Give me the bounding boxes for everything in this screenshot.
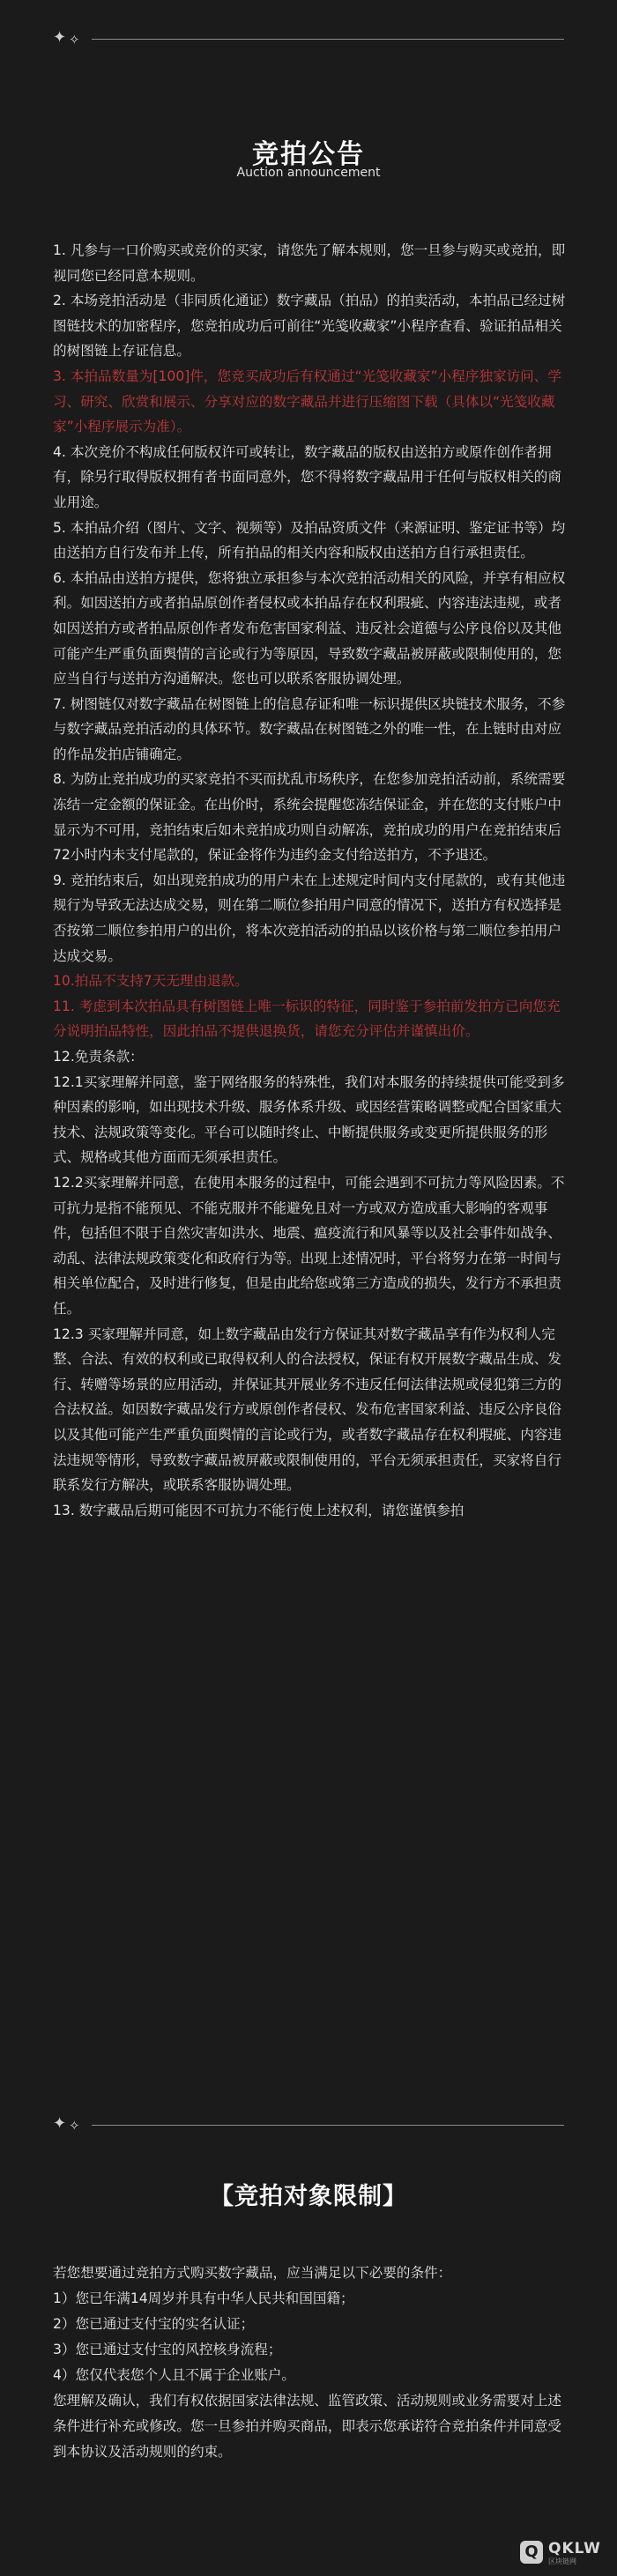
sparkle-star-icon: ✦ [53, 2114, 67, 2133]
restriction-line: 4）您仅代表您个人且不属于企业账户。 [53, 2367, 296, 2383]
term-paragraph: 9. 竞拍结束后，如出现竞拍成功的用户未在上述规定时间内支付尾款的，或有其他违规行为导致无法达成交易，则在第二顺位参拍用户同意的情况下，送拍方有权选择是否按第二顺位参拍用户的出价，将本次竞拍活动的拍品以该价格与第二顺位参拍用户达成交易。 [53, 872, 566, 964]
term-paragraph: 1. 凡参与一口价购买或竞价的买家，请您先了解本规则，您一旦参与购买或竞拍，即视同您已经同意本规则。 [53, 242, 566, 284]
term-paragraph: 2. 本场竞拍活动是（非同质化通证）数字藏品（拍品）的拍卖活动，本拍品已经过树图链技术的加密程序，您竞拍成功后可前往“光笺收藏家”小程序查看、验证拍品相关的树图链上存证信息。 [53, 293, 566, 360]
term-paragraph: 5. 本拍品介绍（图片、文字、视频等）及拍品资质文件（来源证明、鉴定证书等）均由送拍方自行发布并上传，所有拍品的相关内容和版权由送拍方自行承担责任。 [53, 519, 566, 561]
term-paragraph: 3. 本拍品数量为[100]件，您竞买成功后有权通过“光笺收藏家”小程序独家访问、学习、研究、欣赏和展示、分享对应的数字藏品并进行压缩图下载（具体以“光笺收藏家”小程序展示为准）。 [53, 367, 561, 435]
restriction-line: 1）您已年满14周岁并具有中华人民共和国国籍； [53, 2290, 354, 2306]
watermark-text: QKLW [548, 2540, 601, 2557]
term-paragraph: 12.免责条款： [53, 1049, 144, 1065]
watermark-subtext: 区块链网 [548, 2557, 576, 2565]
term-paragraph: 4. 本次竞价不构成任何版权许可或转让，数字藏品的版权由送拍方或原作创作者拥有，除另行取得版权拥有者书面同意外，您不得将数字藏品用于任何与版权相关的商业用途。 [53, 443, 561, 510]
divider-line [92, 2125, 564, 2126]
sparkle-outline-icon: ✧ [69, 2118, 80, 2134]
sparkle-star-icon: ✦ [53, 28, 67, 47]
term-paragraph: 6. 本拍品由送拍方提供，您将独立承担参与本次竞拍活动相关的风险，并享有相应权利。如因送拍方或者拍品原创作者侵权或本拍品存在权利瑕疵、内容违法违规，或者如因送拍方或者拍品原创作者发布危害国家利益、违反社会道德与公序良俗以及其他可能产生严重负面舆情的言论或行为等原因，导致数字藏品被屏蔽或限制使用的，您应当自行与送拍方沟通解决。您也可以联系客服协调处理。 [53, 569, 566, 687]
restriction-line: 2）您已通过支付宝的实名认证； [53, 2316, 255, 2332]
top-divider [53, 28, 564, 48]
term-paragraph: 13. 数字藏品后期可能因不可抗力不能行使上述权利，请您谨慎参拍 [53, 1502, 465, 1518]
restriction-line: 您理解及确认，我们有权依据国家法律法规、监管政策、活动规则或业务需要对上述条件进行补充或修改。您一旦参拍并购买商品，即表示您承诺符合竞拍条件并同意受到本协议及活动规则的约束。 [53, 2393, 561, 2460]
middle-divider [53, 2114, 564, 2134]
term-paragraph: 7. 树图链仅对数字藏品在树图链上的信息存证和唯一标识提供区块链技术服务，不参与数字藏品竞拍活动的具体环节。数字藏品在树图链之外的唯一性，在上链时由对应的作品发拍店铺确定。 [53, 695, 566, 762]
restriction-line: 3）您已通过支付宝的风控核身流程； [53, 2342, 282, 2357]
restriction-line: 若您想要通过竞拍方式购买数字藏品，应当满足以下必要的条件： [53, 2265, 452, 2281]
term-paragraph: 10.拍品不支持7天无理由退款。 [53, 973, 249, 990]
term-paragraph: 11. 考虑到本次拍品具有树图链上唯一标识的特征，同时鉴于参拍前发拍方已向您充分说明拍品特性，因此拍品不提供退换货，请您充分评估并谨慎出价。 [53, 998, 561, 1040]
restrictions-title: 【竞拍对象限制】 [210, 2183, 407, 2210]
watermark-logo-icon: Q [520, 2541, 543, 2564]
term-paragraph: 8. 为防止竞拍成功的买家竞拍不买而扰乱市场秩序，在您参加竞拍活动前，系统需要冻结一定金额的保证金。在出价时，系统会提醒您冻结保证金，并在您的支付账户中显示为不可用，竞拍结束后如未竞拍成功则自动解冻，竞拍成功的用户在竞拍结束后72小时内未支付尾款的，保证金将作为违约金支付给送拍方，不予退还。 [53, 771, 566, 864]
page-title: 竞拍公告 [252, 139, 365, 170]
sparkle-outline-icon: ✧ [69, 32, 80, 48]
page-subtitle: Auction announcement [236, 166, 381, 180]
term-paragraph: 12.3 买家理解并同意，如上数字藏品由发行方保证其对数字藏品享有作为权利人完整、合法、有效的权利或已取得权利人的合法授权，保证有权开展数字藏品生成、发行、转赠等场景的应用活动，并保证其开展业务不违反任何法律法规或侵犯第三方的合法权益。如因数字藏品发行方或原创作者侵权、发布危害国家利益、违反公序良俗以及其他可能产生严重负面舆情的言论或行为，或者数字藏品存在权利瑕疵、内容违法违规等情形，导致数字藏品被屏蔽或限制使用的，平台无须承担责任，买家将自行联系发行方解决，或联系客服协调处理。 [53, 1325, 561, 1494]
term-paragraph: 12.2买家理解并同意，在使用本服务的过程中，可能会遇到不可抗力等风险因素。不可抗力是指不能预见、不能克服并不能避免且对一方或双方造成重大影响的客观事件，包括但不限于自然灾害如洪水、地震、瘟疫流行和风暴等以及社会事件如战争、动乱、法律法规政策变化和政府行为等。出现上述情况时，平台将努力在第一时间与相关单位配合，及时进行修复，但是由此给您或第三方造成的损失，发行方不承担责任。 [53, 1174, 565, 1317]
term-paragraph: 12.1买家理解并同意，鉴于网络服务的特殊性，我们对本服务的持续提供可能受到多种因素的影响，如出现技术升级、服务体系升级、或因经营策略调整或配合国家重大技术、法规政策等变化。平台可以随时终止、中断提供服务或变更所提供服务的形式、规格或其他方面而无须承担责任。 [53, 1073, 565, 1166]
divider-line [92, 39, 564, 40]
site-watermark [520, 2538, 613, 2568]
auction-terms [53, 238, 569, 1523]
restrictions-list [53, 2260, 573, 2465]
